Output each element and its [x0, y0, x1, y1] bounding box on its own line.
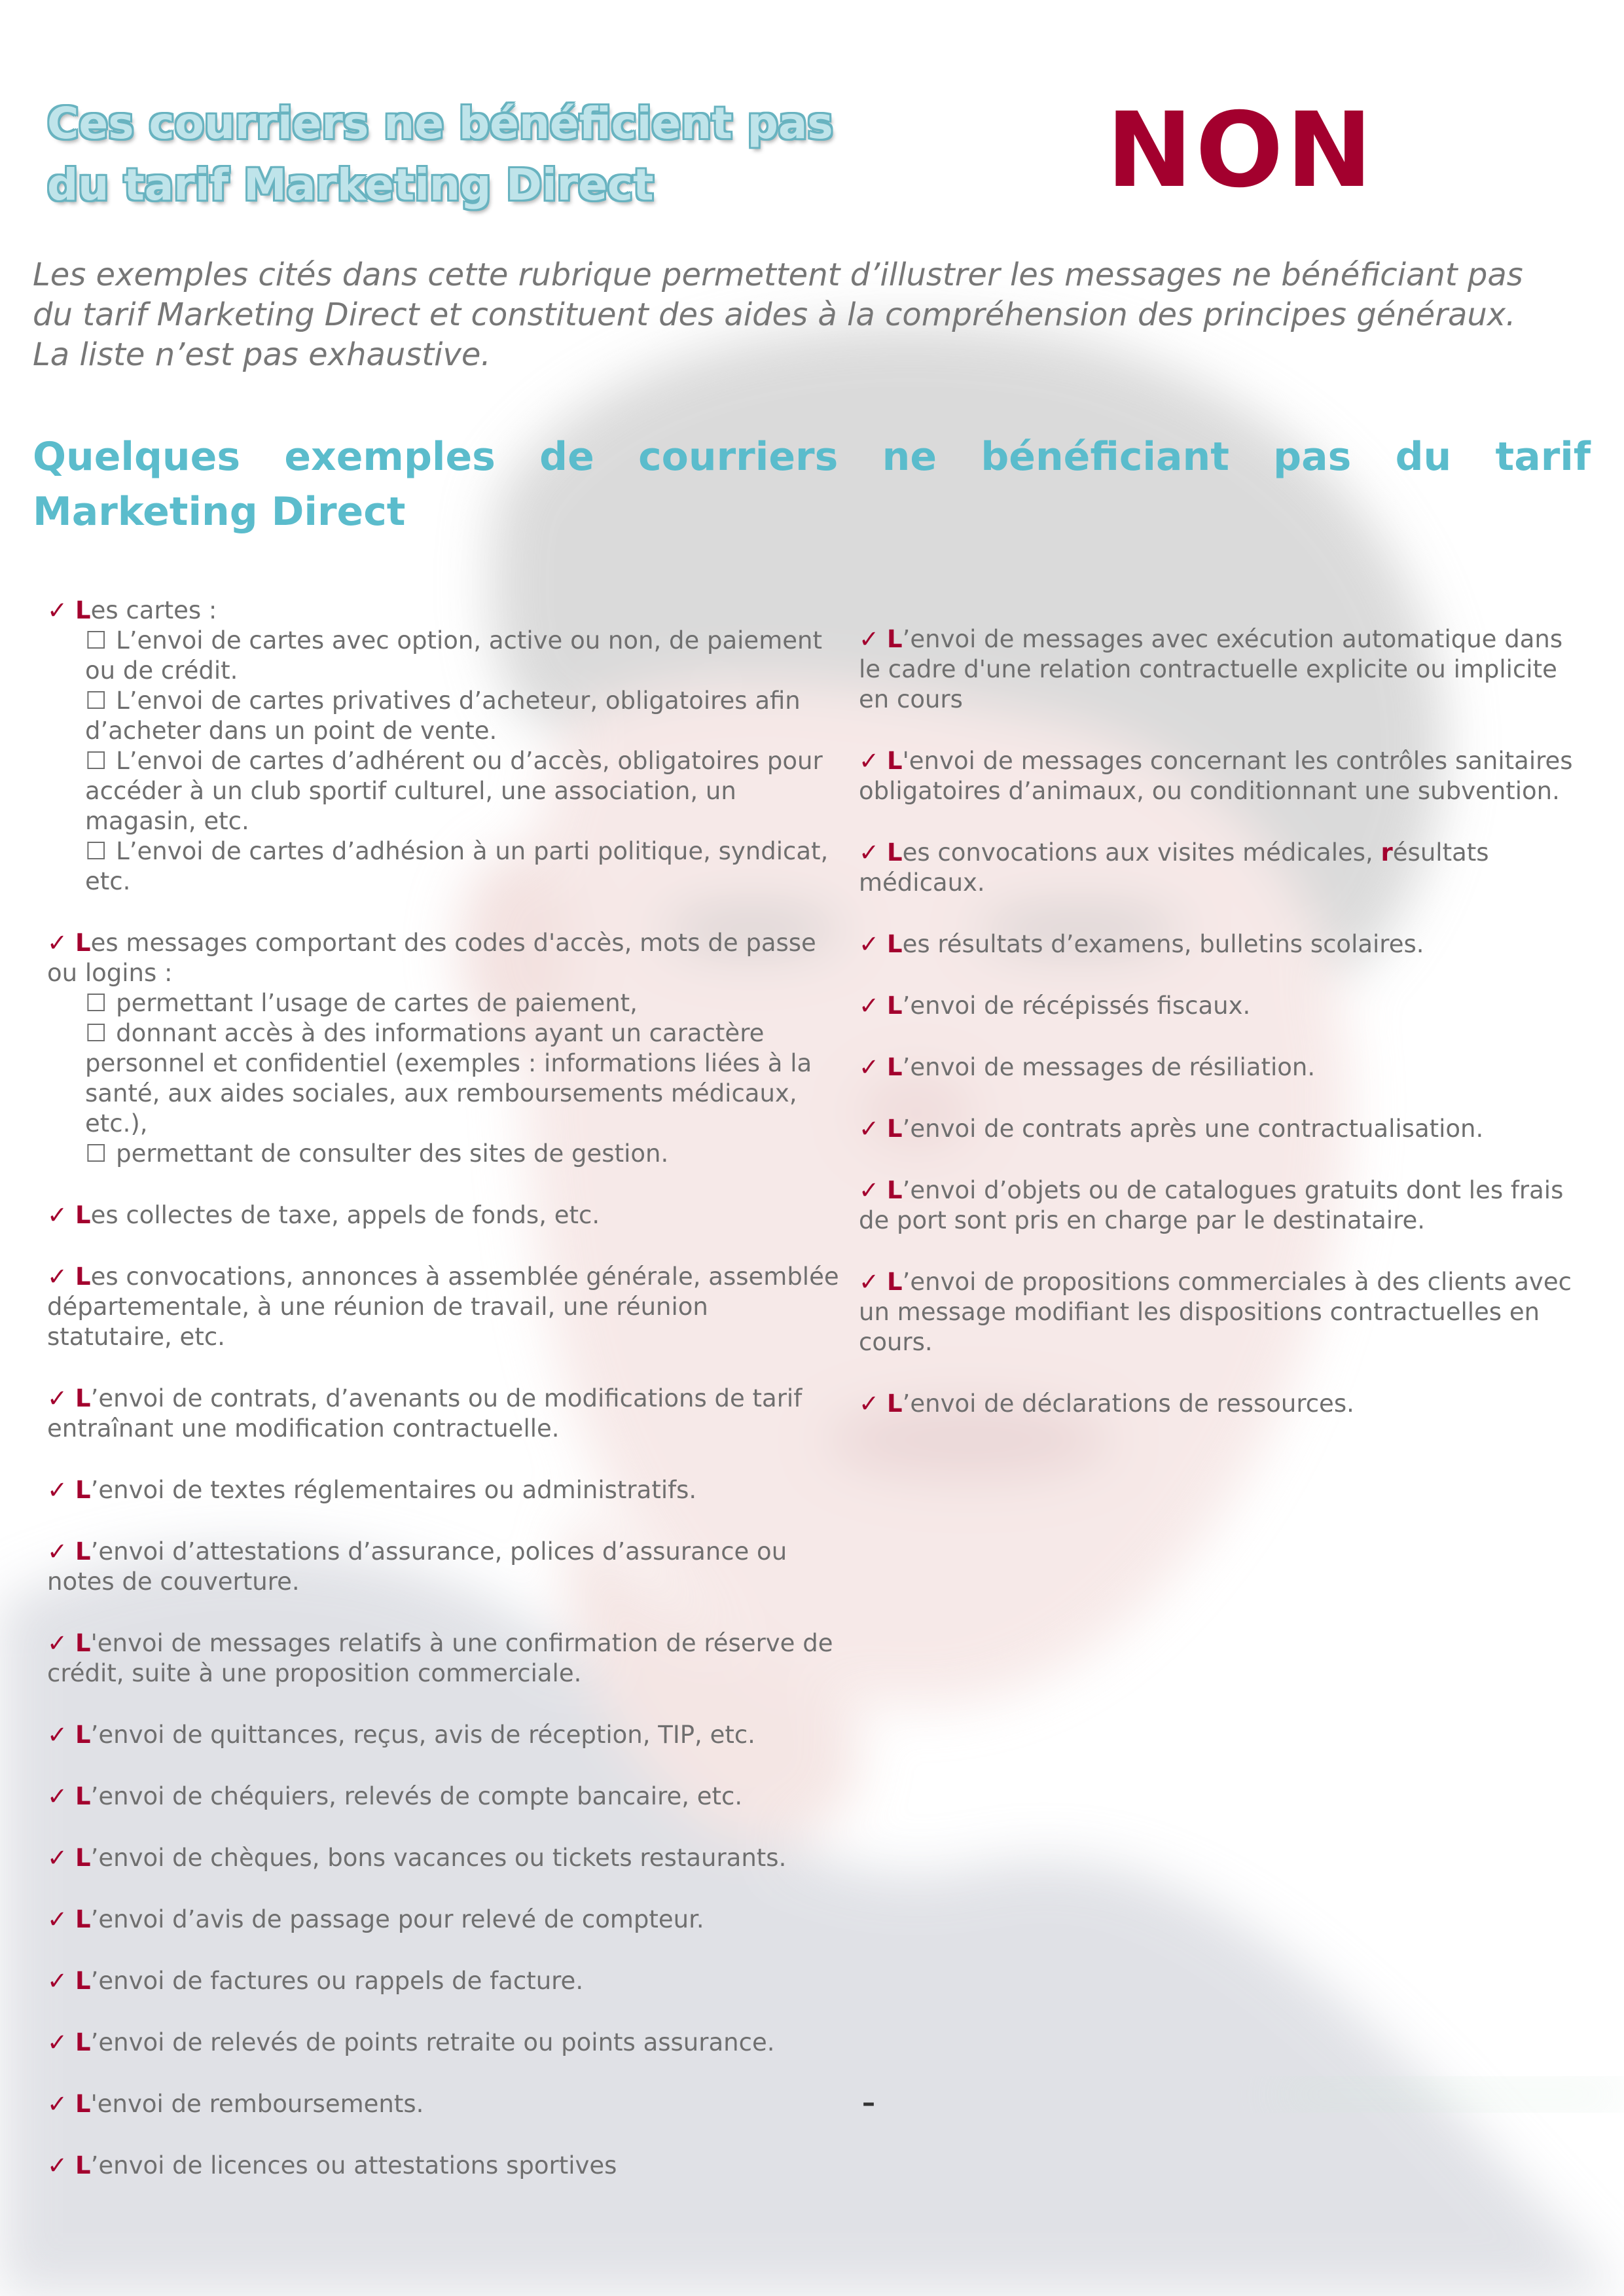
sub-item-text: L’envoi de cartes d’adhésion à un parti politique, syndicat, etc.	[85, 837, 829, 895]
example-item	[47, 1384, 839, 1444]
subtitle-word: ne	[882, 434, 937, 480]
page-heading	[47, 93, 898, 216]
example-item	[47, 2028, 839, 2058]
lead-letter: L	[75, 596, 91, 624]
check-icon: ✓	[47, 1537, 68, 1566]
subtitle-word: bénéficiant	[981, 434, 1229, 480]
check-icon: ✓	[47, 1629, 68, 1657]
example-item	[859, 746, 1579, 806]
example-text	[47, 1475, 839, 1505]
item-text: ’envoi de chéquiers, relevés de compte bancaire, etc.	[90, 1782, 743, 1810]
lead-letter: L	[75, 1537, 91, 1566]
lead-letter: L	[887, 1176, 903, 1204]
example-item	[47, 1628, 839, 1689]
example-text	[47, 1537, 839, 1597]
example-text	[47, 1905, 839, 1935]
example-text	[859, 929, 1579, 960]
checkbox-square-icon: ☐	[85, 626, 107, 655]
checkbox-square-icon: ☐	[85, 837, 107, 865]
example-text	[859, 746, 1579, 806]
lead-letter: L	[75, 929, 91, 957]
intro-line: La liste n’est pas exhaustive.	[33, 336, 491, 373]
intro-line: Les exemples cités dans cette rubrique permettent d’illustrer les messages ne bénéficiant pas	[33, 257, 1523, 293]
lead-letter: L	[887, 1268, 903, 1296]
lead-letter: L	[887, 992, 903, 1020]
subtitle-line-2: Marketing Direct	[33, 489, 406, 535]
subtitle-word: pas	[1273, 434, 1352, 480]
sub-item-text: donnant accès à des informations ayant un caractère personnel et confidentiel (exemples : informations liées à la santé, aux aides sociales, aux remboursements médicaux, etc.),	[85, 1019, 812, 1138]
subtitle-word: courriers	[638, 434, 839, 480]
non-label: NON	[1106, 90, 1375, 211]
example-item	[47, 1475, 839, 1505]
check-icon: ✓	[859, 992, 880, 1020]
check-icon: ✓	[859, 1176, 880, 1204]
check-icon: ✓	[859, 1390, 880, 1418]
example-item	[47, 1537, 839, 1597]
example-text	[47, 1384, 839, 1444]
example-text	[47, 1262, 839, 1352]
item-text: ’envoi de factures ou rappels de facture.	[90, 1967, 584, 1995]
checkbox-square-icon: ☐	[85, 1139, 107, 1168]
intro-line: du tarif Marketing Direct et constituent des aides à la compréhension des principes généraux.	[33, 296, 1516, 333]
check-icon: ✓	[47, 596, 68, 624]
example-text	[47, 1782, 839, 1812]
example-item	[47, 1782, 839, 1812]
example-text	[47, 2028, 839, 2058]
item-text: 'envoi de remboursements.	[90, 2090, 424, 2118]
sub-item	[47, 626, 839, 686]
item-text: ’envoi de chèques, bons vacances ou tickets restaurants.	[90, 1844, 787, 1872]
sub-item-text: L’envoi de cartes d’adhérent ou d’accès, obligatoires pour accéder à un club sportif culturel, une association, un magasin, etc.	[85, 747, 823, 835]
intro-paragraph	[33, 255, 1591, 375]
item-text: ’envoi de récépissés fiscaux.	[902, 992, 1251, 1020]
example-text	[47, 596, 839, 626]
check-icon: ✓	[47, 1905, 68, 1933]
example-item	[47, 1262, 839, 1352]
subtitle-word: Quelques	[33, 434, 241, 480]
checkbox-square-icon: ☐	[85, 1019, 107, 1047]
example-text	[47, 1720, 839, 1750]
lead-letter: L	[75, 1967, 91, 1995]
example-text	[47, 1628, 839, 1689]
item-text: ’envoi de licences ou attestations sportives	[90, 2151, 617, 2179]
example-item	[859, 991, 1579, 1021]
example-item	[859, 1052, 1579, 1083]
lead-letter: L	[75, 2151, 91, 2179]
lead-letter: L	[887, 1115, 903, 1143]
check-icon: ✓	[859, 930, 880, 958]
checkbox-square-icon: ☐	[85, 989, 107, 1017]
subtitle-word: tarif	[1495, 434, 1591, 480]
example-item	[47, 596, 839, 897]
example-item	[47, 928, 839, 1169]
item-text: ’envoi de textes réglementaires ou administratifs.	[90, 1476, 697, 1504]
check-icon: ✓	[47, 1476, 68, 1504]
item-text: ’envoi de relevés de points retraite ou points assurance.	[90, 2028, 775, 2056]
subtitle-word: de	[539, 434, 594, 480]
sub-item	[47, 1018, 839, 1139]
check-icon: ✓	[47, 1384, 68, 1412]
item-text: es convocations, annonces à assemblée générale, assemblée départementale, à une réunion de travail, une réunion statutaire, etc.	[47, 1263, 839, 1351]
section-subtitle	[33, 429, 1591, 539]
example-text	[859, 1052, 1579, 1083]
lead-letter: L	[75, 1476, 91, 1504]
lead-letter: L	[75, 1629, 91, 1657]
check-icon: ✓	[47, 1201, 68, 1229]
example-item	[859, 838, 1579, 898]
item-text: ’envoi de messages de résiliation.	[902, 1053, 1316, 1081]
subtitle-word: exemples	[284, 434, 496, 480]
sub-item-text: L’envoi de cartes privatives d’acheteur, obligatoires afin d’acheter dans un point de vente.	[85, 687, 801, 745]
item-text: es convocations aux visites médicales,	[902, 838, 1381, 867]
check-icon: ✓	[859, 838, 880, 867]
lead-letter: L	[887, 625, 903, 653]
item-text: ’envoi de contrats après une contractualisation.	[902, 1115, 1484, 1143]
example-item	[47, 1843, 839, 1873]
example-item	[47, 2151, 839, 2181]
lead-letter: L	[887, 1390, 903, 1418]
heading-line-2: du tarif Marketing Direct	[47, 160, 654, 210]
heading-line-1: Ces courriers ne bénéficient pas	[47, 98, 833, 149]
example-text	[47, 928, 839, 988]
check-icon: ✓	[859, 625, 880, 653]
example-text	[859, 991, 1579, 1021]
check-icon: ✓	[47, 2151, 68, 2179]
example-text	[859, 1389, 1579, 1419]
item-text: ’envoi d’objets ou de catalogues gratuits dont les frais de port sont pris en charge par le destinataire.	[859, 1176, 1564, 1234]
sub-item-text: L’envoi de cartes avec option, active ou non, de paiement ou de crédit.	[85, 626, 822, 685]
lead-letter: L	[887, 1053, 903, 1081]
left-examples-column	[47, 596, 839, 2212]
check-icon: ✓	[859, 1268, 880, 1296]
item-text: es collectes de taxe, appels de fonds, etc.	[90, 1201, 600, 1229]
item-text: ’envoi d’avis de passage pour relevé de compteur.	[90, 1905, 704, 1933]
sub-item	[47, 1139, 839, 1169]
stray-dash-mark: –	[862, 2088, 875, 2118]
example-text	[859, 1114, 1579, 1144]
example-text	[859, 624, 1579, 715]
item-text: ’envoi de contrats, d’avenants ou de modifications de tarif entraînant une modification contractuelle.	[47, 1384, 803, 1443]
example-item	[859, 929, 1579, 960]
check-icon: ✓	[47, 929, 68, 957]
example-text	[859, 1267, 1579, 1357]
lead-letter: L	[887, 838, 903, 867]
item-text: es résultats d’examens, bulletins scolaires.	[902, 930, 1424, 958]
item-text: ’envoi de messages avec exécution automatique dans le cadre d'une relation contractuelle explicite ou implicite en cours	[859, 625, 1563, 713]
example-item	[859, 1175, 1579, 1236]
example-item	[47, 1966, 839, 1996]
example-text	[859, 838, 1579, 898]
item-text: es messages comportant des codes d'accès, mots de passe ou logins :	[47, 929, 816, 987]
example-text	[47, 1843, 839, 1873]
check-icon: ✓	[859, 1115, 880, 1143]
lead-letter: L	[75, 1263, 91, 1291]
item-text: ’envoi d’attestations d’assurance, polices d’assurance ou notes de couverture.	[47, 1537, 787, 1596]
item-text: ’envoi de déclarations de ressources.	[902, 1390, 1354, 1418]
item-text: 'envoi de messages relatifs à une confirmation de réserve de crédit, suite à une proposition commerciale.	[47, 1629, 833, 1687]
lead-letter: L	[887, 930, 903, 958]
sub-item	[47, 836, 839, 897]
check-icon: ✓	[47, 2090, 68, 2118]
example-item	[47, 1720, 839, 1750]
item-text: ’envoi de propositions commerciales à des clients avec un message modifiant les dispositions contractuelles en cours.	[859, 1268, 1572, 1356]
lead-letter: L	[75, 1782, 91, 1810]
example-text	[47, 2151, 839, 2181]
check-icon: ✓	[47, 1721, 68, 1749]
sub-item-text: permettant l’usage de cartes de paiement,	[116, 989, 638, 1017]
example-text	[47, 2089, 839, 2119]
sub-item-text: permettant de consulter des sites de gestion.	[116, 1139, 669, 1168]
checkbox-square-icon: ☐	[85, 747, 107, 775]
check-icon: ✓	[859, 747, 880, 775]
lead-letter: r	[1380, 838, 1393, 867]
example-item	[859, 624, 1579, 715]
check-icon: ✓	[47, 1782, 68, 1810]
example-item	[859, 1114, 1579, 1144]
subtitle-word: du	[1395, 434, 1452, 480]
item-text: ’envoi de quittances, reçus, avis de réception, TIP, etc.	[90, 1721, 755, 1749]
example-text	[47, 1200, 839, 1230]
sub-item	[47, 988, 839, 1018]
item-text: es cartes :	[90, 596, 217, 624]
check-icon: ✓	[859, 1053, 880, 1081]
check-icon: ✓	[47, 1967, 68, 1995]
check-icon: ✓	[47, 1844, 68, 1872]
lead-letter: L	[75, 1905, 91, 1933]
lead-letter: L	[75, 2028, 91, 2056]
example-item	[47, 1905, 839, 1935]
lead-letter: L	[75, 1201, 91, 1229]
check-icon: ✓	[47, 2028, 68, 2056]
checkbox-square-icon: ☐	[85, 687, 107, 715]
sub-item	[47, 746, 839, 836]
example-text	[47, 1966, 839, 1996]
example-item	[47, 1200, 839, 1230]
right-examples-column	[859, 624, 1579, 1450]
subtitle-line-1	[33, 429, 1591, 484]
example-item	[47, 2089, 839, 2119]
item-text: ésultats médicaux.	[859, 838, 1489, 897]
lead-letter: L	[887, 747, 903, 775]
lead-letter: L	[75, 1721, 91, 1749]
lead-letter: L	[75, 1844, 91, 1872]
lead-letter: L	[75, 2090, 91, 2118]
example-item	[859, 1267, 1579, 1357]
example-text	[859, 1175, 1579, 1236]
example-item	[859, 1389, 1579, 1419]
item-text: 'envoi de messages concernant les contrôles sanitaires obligatoires d’animaux, ou conditionnant une subvention.	[859, 747, 1573, 805]
sub-item	[47, 686, 839, 746]
check-icon: ✓	[47, 1263, 68, 1291]
lead-letter: L	[75, 1384, 91, 1412]
